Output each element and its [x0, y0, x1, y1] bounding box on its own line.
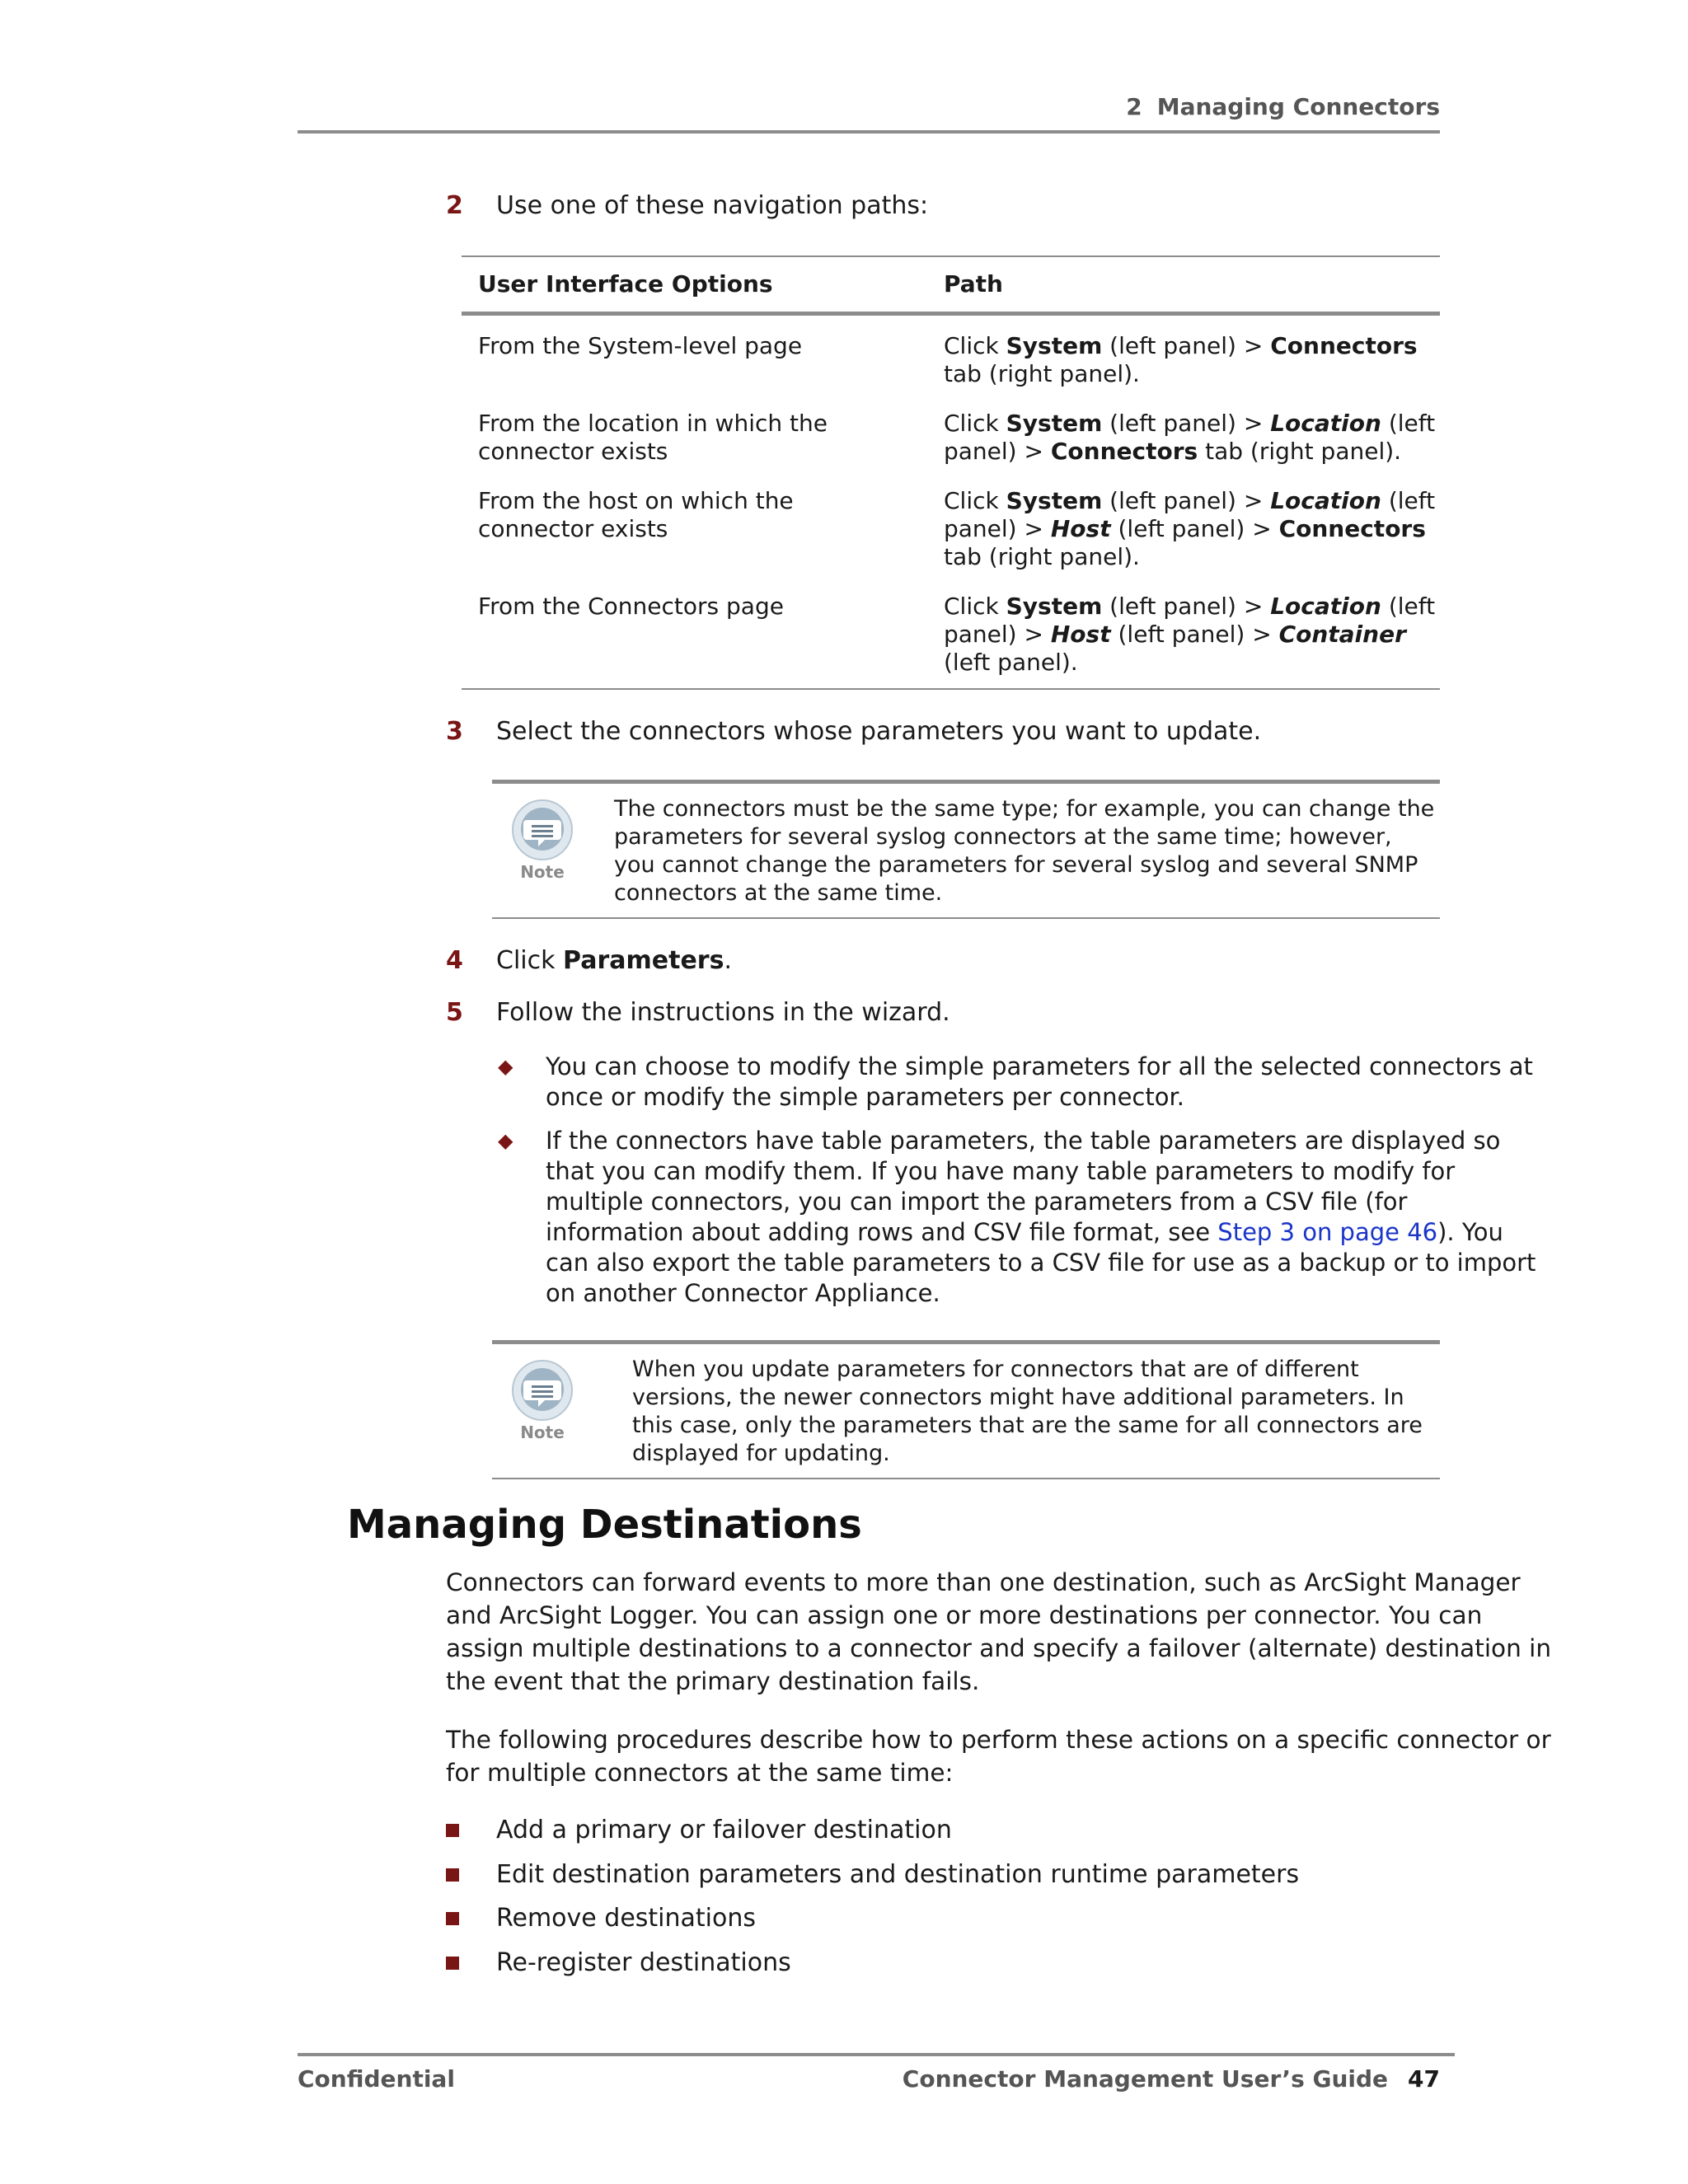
step-number: 4: [446, 946, 463, 975]
list-item-text: Re-register destinations: [496, 1948, 791, 1977]
bullet-text-post: ). You: [1437, 1218, 1503, 1246]
step-number: 5: [446, 998, 463, 1027]
section-paragraph: [446, 1723, 1551, 1789]
note-line: connectors at the same time.: [614, 880, 943, 906]
step-text: Select the connectors whose parameters you want to update.: [496, 717, 1262, 746]
section-paragraph: [446, 1566, 1552, 1698]
footer-guide-title: [903, 2063, 1440, 2096]
table-row: [462, 410, 1440, 487]
note-box: [492, 780, 1440, 919]
path-cell: Click System (left panel) > Location (left panel) > Host (left panel) > Connectors tab (right panel).: [944, 487, 1436, 570]
path-cell: Click System (left panel) > Connectors tab (right panel).: [944, 332, 1418, 387]
step-text: Follow the instructions in the wizard.: [496, 998, 950, 1027]
path-cell: Click System (left panel) > Location (left panel) > Host (left panel) > Container (left panel).: [927, 593, 1440, 689]
bullet-line: multiple connectors, you can import the parameters from a CSV file (for: [546, 1188, 1408, 1216]
step-text-suffix: .: [724, 946, 732, 975]
note-label: Note: [520, 862, 565, 881]
note-box: [492, 1340, 1440, 1479]
table-row: [462, 593, 1440, 689]
chapter-number: 2: [1126, 93, 1142, 120]
step-number: 3: [446, 717, 463, 746]
paragraph-line: the event that the primary destination fails.: [446, 1667, 980, 1695]
table-header-row: [462, 256, 1440, 314]
bullet-line: [546, 1217, 1536, 1248]
paragraph-line: for multiple connectors at the same time:: [446, 1759, 954, 1787]
diamond-bullet-icon: ◆: [498, 1129, 513, 1152]
option-cell: From the location in which the connector exists: [478, 410, 828, 465]
note-line: versions, the newer connectors might have additional parameters. In: [632, 1385, 1404, 1410]
list-item-text: Remove destinations: [496, 1904, 756, 1933]
option-cell: From the System-level page: [478, 332, 803, 359]
bullet-line: If the connectors have table parameters, the table parameters are displayed so: [546, 1127, 1501, 1155]
step-text: [496, 944, 732, 977]
bullet-line: You can choose to modify the simple parameters for all the selected connectors at: [546, 1052, 1533, 1080]
note-icon: [507, 1359, 578, 1441]
step-3-link[interactable]: Step 3 on page 46: [1217, 1218, 1438, 1246]
square-bullet-icon: [446, 1912, 459, 1925]
note-text: [632, 1356, 1423, 1468]
paragraph-line: assign multiple destinations to a connector and specify a failover (alternate) destination in: [446, 1634, 1552, 1662]
note-line: parameters for several syslog connectors at the same time; however,: [614, 824, 1392, 850]
square-bullet-icon: [446, 1868, 459, 1882]
page-number: 47: [1408, 2065, 1440, 2093]
column-header-options: User Interface Options: [462, 256, 927, 314]
bullet-text: [546, 1052, 1533, 1113]
footer-guide: Connector Management User’s Guide: [902, 2065, 1389, 2093]
list-item-text: Edit destination parameters and destination runtime parameters: [496, 1860, 1300, 1889]
footer-confidential: Confidential: [298, 2065, 455, 2093]
bullet-line: on another Connector Appliance.: [546, 1279, 940, 1307]
page-footer: [298, 2053, 1455, 2093]
bullet-text-pre: information about adding rows and CSV file format, see: [546, 1218, 1218, 1246]
section-title: Managing Destinations: [347, 1502, 862, 1548]
table-row: [462, 314, 1440, 410]
paragraph-line: The following procedures describe how to perform these actions on a specific connector or: [446, 1726, 1551, 1754]
option-cell: From the Connectors page: [462, 593, 927, 689]
diamond-bullet-icon: ◆: [498, 1055, 513, 1078]
note-icon: [507, 799, 578, 881]
chapter-title: Managing Connectors: [1156, 93, 1440, 120]
navigation-paths-table: [462, 255, 1440, 690]
path-cell: Click System (left panel) > Location (left panel) > Connectors tab (right panel).: [944, 410, 1436, 465]
option-cell: From the host on which the connector exists: [478, 487, 794, 542]
note-line: you cannot change the parameters for several syslog and several SNMP: [614, 852, 1418, 878]
note-line: When you update parameters for connectors that are of different: [632, 1357, 1359, 1382]
note-label: Note: [520, 1422, 565, 1441]
note-line: The connectors must be the same type; for example, you can change the: [614, 796, 1435, 822]
paragraph-line: and ArcSight Logger. You can assign one or more destinations per connector. You can: [446, 1601, 1483, 1629]
square-bullet-icon: [446, 1824, 459, 1837]
bullet-line: can also export the table parameters to a CSV file for use as a backup or to import: [546, 1249, 1536, 1277]
step-text: Use one of these navigation paths:: [496, 191, 929, 220]
list-item-text: Add a primary or failover destination: [496, 1816, 952, 1844]
column-header-path: Path: [927, 256, 1440, 314]
table-row: [462, 487, 1440, 593]
bullet-line: that you can modify them. If you have many table parameters to modify for: [546, 1157, 1456, 1185]
square-bullet-icon: [446, 1957, 459, 1970]
note-text: [614, 795, 1434, 907]
step-number: 2: [446, 191, 463, 220]
parameters-label: Parameters: [563, 946, 724, 975]
bullet-line: once or modify the simple parameters per connector.: [546, 1083, 1184, 1111]
step-text-prefix: Click: [496, 946, 564, 975]
note-line: this case, only the parameters that are the same for all connectors are: [632, 1413, 1423, 1438]
paragraph-line: Connectors can forward events to more than one destination, such as ArcSight Manager: [446, 1568, 1521, 1596]
bullet-text: [546, 1126, 1536, 1309]
note-line: displayed for updating.: [632, 1441, 890, 1466]
running-header: [298, 89, 1440, 134]
